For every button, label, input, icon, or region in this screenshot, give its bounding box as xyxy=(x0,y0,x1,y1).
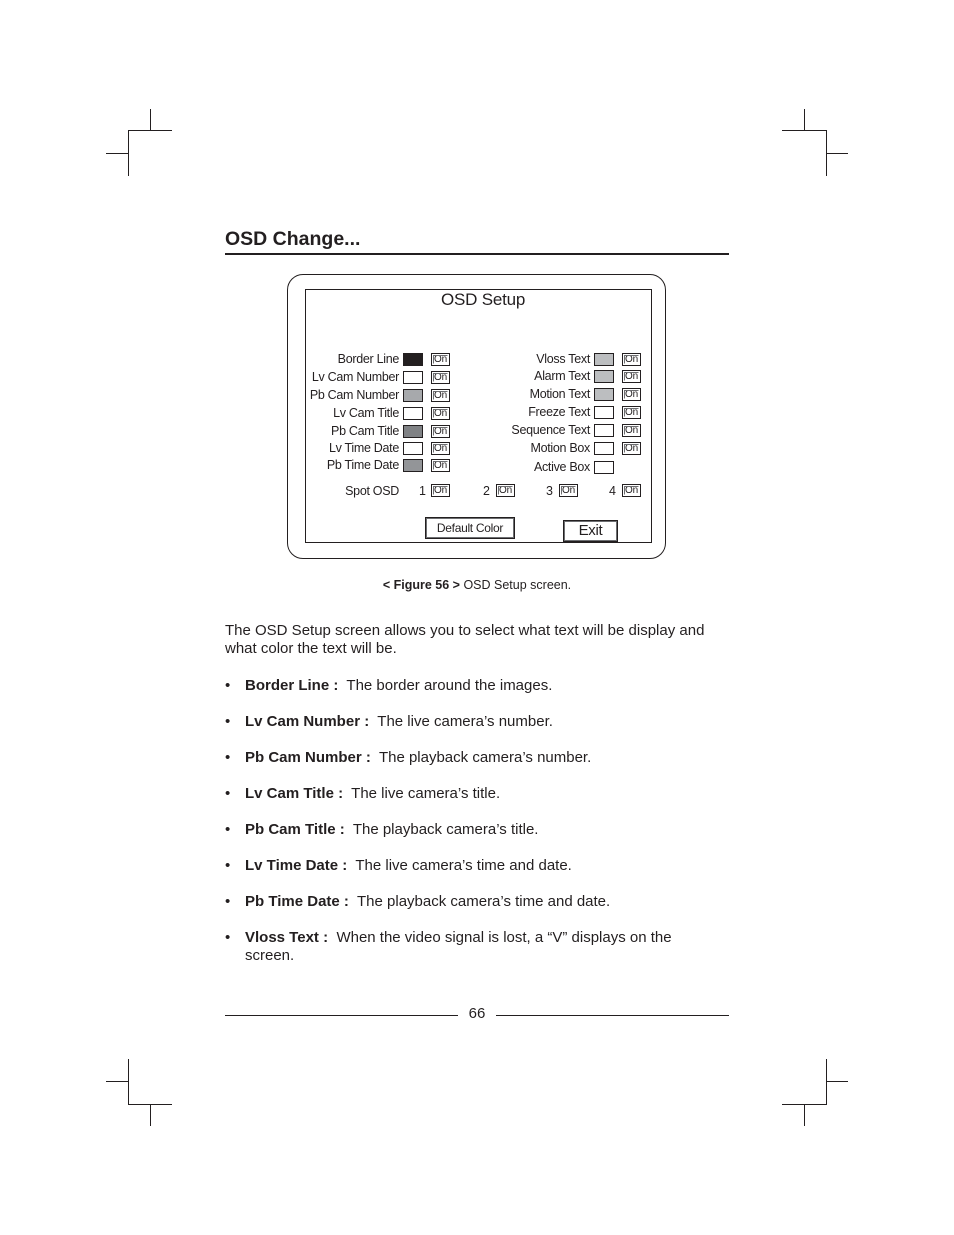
on-toggle-button[interactable]: On xyxy=(622,370,641,383)
bullet-term: Pb Cam Number : xyxy=(245,749,371,766)
color-swatch[interactable] xyxy=(594,442,614,455)
section-heading: OSD Change... xyxy=(225,228,361,250)
setting-label: Pb Cam Title xyxy=(331,424,399,438)
setting-label: Lv Cam Title xyxy=(333,406,399,420)
bullet-text xyxy=(245,821,715,839)
color-swatch[interactable] xyxy=(594,353,614,366)
spot-osd-label: Spot OSD xyxy=(345,484,399,498)
bullet-dot: • xyxy=(225,857,231,874)
bullet-description: The live camera’s title. xyxy=(351,785,501,802)
color-swatch[interactable] xyxy=(403,425,423,438)
bullet-dot: • xyxy=(225,677,231,694)
exit-button[interactable]: Exit xyxy=(563,520,618,542)
setting-label: Motion Text xyxy=(529,387,590,401)
bullet-dot: • xyxy=(225,749,231,766)
default-color-button[interactable]: Default Color xyxy=(425,517,515,539)
bullet-dot: • xyxy=(225,713,231,730)
color-swatch[interactable] xyxy=(594,424,614,437)
color-swatch[interactable] xyxy=(594,461,614,474)
bullet-description: The playback camera’s title. xyxy=(352,821,539,838)
spot-osd-number: 3 xyxy=(546,484,553,498)
bullet-term: Lv Cam Number : xyxy=(245,713,370,730)
on-toggle-button[interactable]: On xyxy=(431,425,450,438)
setting-label: Lv Cam Number xyxy=(311,370,399,384)
setting-label: Lv Time Date xyxy=(328,441,399,455)
spot-osd-toggle-button[interactable]: On xyxy=(431,484,450,497)
bullet-term: Vloss Text : xyxy=(245,929,329,946)
bullet-description: The playback camera’s time and date. xyxy=(357,893,611,910)
intro-paragraph: The OSD Setup screen allows you to select what text will be display and what color the text will be. xyxy=(225,622,705,657)
spot-osd-toggle-button[interactable]: On xyxy=(622,484,641,497)
bullet-text xyxy=(245,929,715,965)
color-swatch[interactable] xyxy=(403,389,423,402)
on-toggle-button[interactable]: On xyxy=(622,406,641,419)
spot-osd-number: 4 xyxy=(609,484,616,498)
on-toggle-button[interactable]: On xyxy=(431,407,450,420)
color-swatch[interactable] xyxy=(403,371,423,384)
on-toggle-button[interactable]: On xyxy=(431,442,450,455)
bullet-description: The live camera’s time and date. xyxy=(355,857,572,874)
on-toggle-button[interactable]: On xyxy=(431,371,450,384)
spot-osd-toggle-button[interactable]: On xyxy=(559,484,578,497)
color-swatch[interactable] xyxy=(594,388,614,401)
osd-setup-title: OSD Setup xyxy=(441,290,526,309)
bullet-dot: • xyxy=(225,929,231,946)
figure-number: < Figure 56 > xyxy=(382,578,460,592)
bullet-text xyxy=(245,857,715,875)
figure-caption-text: OSD Setup screen. xyxy=(463,578,572,592)
bullet-term: Border Line : xyxy=(245,677,339,694)
on-toggle-button[interactable]: On xyxy=(622,353,641,366)
bullet-dot: • xyxy=(225,893,231,910)
setting-label: Pb Time Date xyxy=(326,458,399,472)
bullet-dot: • xyxy=(225,785,231,802)
bullet-text xyxy=(245,677,715,695)
color-swatch[interactable] xyxy=(403,353,423,366)
spot-osd-toggle-button[interactable]: On xyxy=(496,484,515,497)
bullet-term: Lv Time Date : xyxy=(245,857,348,874)
bullet-text xyxy=(245,785,715,803)
spot-osd-number: 2 xyxy=(483,484,490,498)
setting-label: Vloss Text xyxy=(536,352,590,366)
bullet-description: The live camera’s number. xyxy=(377,713,553,730)
color-swatch[interactable] xyxy=(403,407,423,420)
color-swatch[interactable] xyxy=(594,406,614,419)
on-toggle-button[interactable]: On xyxy=(622,442,641,455)
setting-label: Freeze Text xyxy=(528,405,590,419)
bullet-dot: • xyxy=(225,821,231,838)
heading-rule xyxy=(225,253,729,255)
bullet-text xyxy=(245,749,715,767)
bullet-term: Pb Cam Title : xyxy=(245,821,345,838)
bullet-description: When the video signal is lost, a “V” displays on the screen. xyxy=(245,929,672,964)
on-toggle-button[interactable]: On xyxy=(431,353,450,366)
setting-label: Active Box xyxy=(533,460,590,474)
figure-caption xyxy=(0,578,954,592)
setting-label: Pb Cam Number xyxy=(309,388,399,402)
setting-label: Alarm Text xyxy=(534,369,590,383)
color-swatch[interactable] xyxy=(403,459,423,472)
page-number: 66 xyxy=(468,1005,486,1022)
on-toggle-button[interactable]: On xyxy=(622,388,641,401)
color-swatch[interactable] xyxy=(403,442,423,455)
bullet-description: The playback camera’s number. xyxy=(378,749,592,766)
on-toggle-button[interactable]: On xyxy=(622,424,641,437)
spot-osd-number: 1 xyxy=(419,484,426,498)
bullet-description: The border around the images. xyxy=(346,677,553,694)
color-swatch[interactable] xyxy=(594,370,614,383)
bullet-term: Lv Cam Title : xyxy=(245,785,344,802)
setting-label: Sequence Text xyxy=(511,423,590,437)
setting-label: Border Line xyxy=(337,352,399,366)
on-toggle-button[interactable]: On xyxy=(431,389,450,402)
bullet-text xyxy=(245,893,715,911)
setting-label: Motion Box xyxy=(530,441,590,455)
bullet-text xyxy=(245,713,715,731)
on-toggle-button[interactable]: On xyxy=(431,459,450,472)
bullet-term: Pb Time Date : xyxy=(245,893,349,910)
